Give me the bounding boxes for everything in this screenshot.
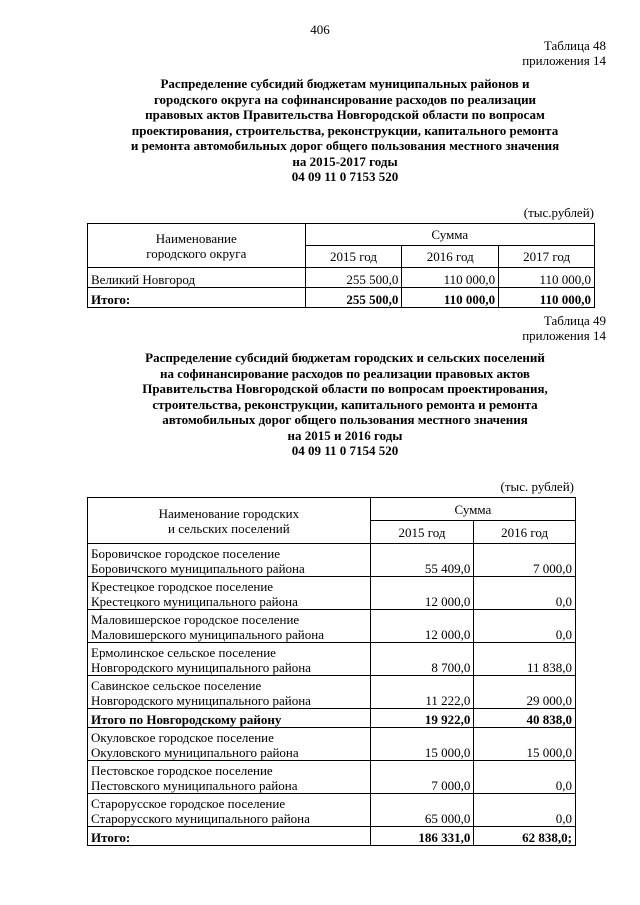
table48-year-2016: 2016 год (402, 246, 499, 268)
row-value-2017: 110 000,0 (499, 268, 595, 288)
table-row (88, 728, 576, 761)
table48-header-name (88, 224, 306, 268)
table49-units: (тыс. рублей) (500, 479, 574, 494)
row-value-2016: 0,0 (474, 761, 576, 794)
row-name-line2: Крестецкого муниципального района (91, 594, 298, 609)
row-value-2016: 0,0 (474, 610, 576, 643)
row-name (88, 761, 371, 794)
table48-title (60, 76, 630, 185)
row-name-line2: Пестовского муниципального района (91, 778, 298, 793)
row-value-2015: 11 222,0 (370, 676, 474, 709)
row-name-line1: Окуловское городское поселение (91, 730, 274, 745)
total-value-2016: 110 000,0 (402, 288, 499, 308)
table49-caption (522, 313, 606, 343)
row-name-line1: Маловишерское городское поселение (91, 612, 300, 627)
title-line: Распределение субсидий бюджетам муниципальных районов и (160, 76, 530, 91)
row-name-line1: Савинское сельское поселение (91, 678, 262, 693)
table48-caption (522, 38, 606, 68)
page-number: 406 (310, 22, 330, 37)
title-line: правовых актов Правительства Новгородской области по вопросам (145, 107, 545, 122)
title-line: на 2015-2017 годы (292, 153, 398, 169)
title-line: 04 09 11 0 7154 520 (291, 443, 399, 458)
table-subtotal-row (88, 709, 576, 728)
row-name-line1: Боровичское городское поселение (91, 546, 280, 561)
table48-year-2015: 2015 год (305, 246, 402, 268)
table49-year-2016: 2016 год (474, 521, 576, 544)
total-value-2015: 255 500,0 (305, 288, 402, 308)
table49 (87, 497, 576, 846)
row-value-2015: 55 409,0 (370, 544, 474, 577)
row-value-2016: 29 000,0 (474, 676, 576, 709)
title-line: и ремонта автомобильных дорог общего пользования местного значения (130, 138, 560, 153)
table-row (88, 794, 576, 827)
table-row (88, 643, 576, 676)
row-name-line1: Ермолинское сельское поселение (91, 645, 276, 660)
table-total-row (88, 288, 595, 308)
table-row (88, 268, 595, 288)
row-value-2015: 12 000,0 (370, 577, 474, 610)
row-name-line2: Боровичского муниципального района (91, 561, 305, 576)
row-value-2015: 15 000,0 (370, 728, 474, 761)
row-name-line2: Маловишерского муниципального района (91, 627, 324, 642)
total-value-2017: 110 000,0 (499, 288, 595, 308)
row-value-2016: 0,0 (474, 794, 576, 827)
table49-header-name (88, 498, 371, 544)
title-line: проектирования, строительства, реконструкции, капитального ремонта (131, 122, 559, 138)
row-value-2016: 11 838,0 (474, 643, 576, 676)
title-line: на 2015 и 2016 годы (287, 427, 403, 443)
header-line: Наименование городских (158, 505, 300, 521)
table-total-row (88, 827, 576, 846)
title-line: городского округа на софинансирование расходов по реализации (153, 91, 537, 107)
total-value-2015: 186 331,0 (370, 827, 474, 846)
table-row (88, 610, 576, 643)
row-name (88, 643, 371, 676)
header-line: городского округа (146, 245, 247, 261)
table49-caption-line1: Таблица 49 (543, 313, 606, 328)
table48-header-sum: Сумма (305, 224, 594, 246)
row-name (88, 728, 371, 761)
row-value-2015: 8 700,0 (370, 643, 474, 676)
subtotal-label: Итого по Новгородскому району (88, 709, 371, 728)
row-value-2015: 65 000,0 (370, 794, 474, 827)
row-name-line2: Старорусского муниципального района (91, 811, 310, 826)
row-value-2016: 0,0 (474, 577, 576, 610)
table48-units: (тыс.рублей) (523, 205, 594, 220)
total-label: Итого: (88, 827, 371, 846)
table-row (88, 676, 576, 709)
table-row (88, 577, 576, 610)
row-name-line2: Новгородского муниципального района (91, 660, 311, 675)
title-line: строительства, реконструкции, капитального ремонта и ремонта (152, 396, 538, 412)
row-name-line1: Крестецкое городское поселение (91, 579, 274, 594)
table48-year-2017: 2017 год (499, 246, 595, 268)
row-value-2015: 255 500,0 (305, 268, 402, 288)
row-value-2015: 7 000,0 (370, 761, 474, 794)
row-value-2016: 110 000,0 (402, 268, 499, 288)
row-name: Великий Новгород (88, 268, 306, 288)
table49-year-2015: 2015 год (370, 521, 474, 544)
row-name-line1: Старорусское городское поселение (91, 796, 286, 811)
title-line: на софинансирование расходов по реализации правовых актов (160, 365, 530, 381)
table48-caption-line1: Таблица 48 (543, 38, 606, 53)
row-value-2016: 7 000,0 (474, 544, 576, 577)
table-row (88, 761, 576, 794)
row-value-2016: 15 000,0 (474, 728, 576, 761)
row-name (88, 610, 371, 643)
table48 (87, 223, 595, 308)
subtotal-value-2016: 40 838,0 (474, 709, 576, 728)
total-label: Итого: (88, 288, 306, 308)
header-line: Наименование (155, 230, 237, 246)
header-line: и сельских поселений (168, 520, 290, 536)
row-name (88, 676, 371, 709)
table48-caption-line2: приложения 14 (522, 53, 606, 68)
row-name (88, 577, 371, 610)
total-value-2016: 62 838,0; (474, 827, 576, 846)
title-line: Правительства Новгородской области по вопросам проектирования, (142, 381, 548, 396)
row-name-line2: Окуловского муниципального района (91, 745, 299, 760)
title-line: автомобильных дорог общего пользования местного значения (162, 412, 528, 427)
subtotal-value-2015: 19 922,0 (370, 709, 474, 728)
title-line: 04 09 11 0 7153 520 (291, 169, 399, 184)
row-value-2015: 12 000,0 (370, 610, 474, 643)
table49-title (60, 350, 630, 459)
table-row (88, 544, 576, 577)
table49-caption-line2: приложения 14 (522, 328, 606, 343)
row-name-line2: Новгородского муниципального района (91, 693, 311, 708)
row-name-line1: Пестовское городское поселение (91, 763, 273, 778)
table49-header-sum: Сумма (370, 498, 575, 521)
row-name (88, 544, 371, 577)
title-line: Распределение субсидий бюджетам городских и сельских поселений (145, 350, 545, 365)
row-name (88, 794, 371, 827)
